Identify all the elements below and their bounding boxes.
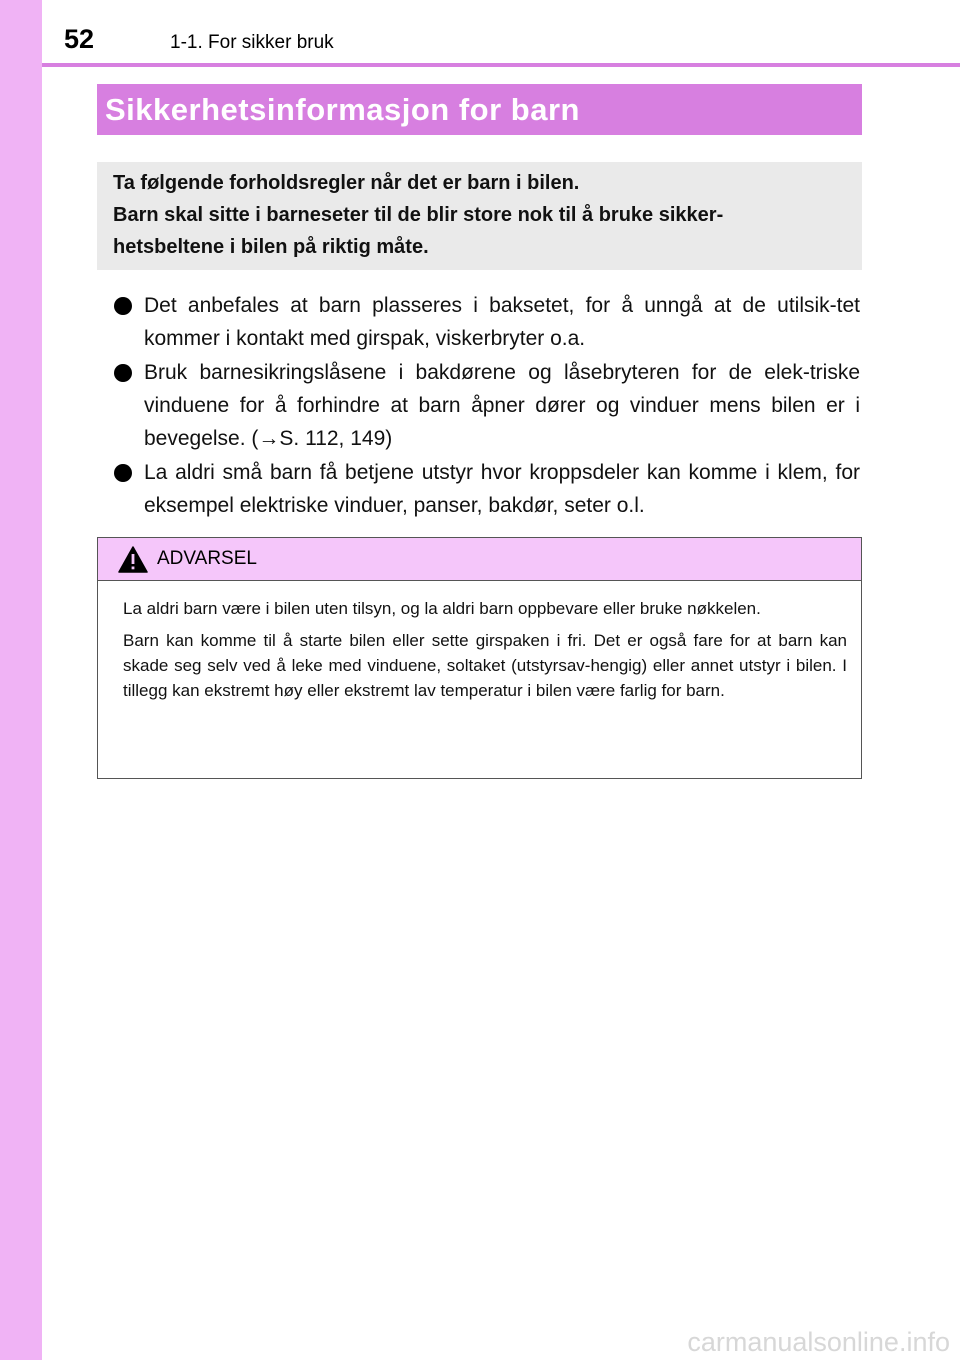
warning-label: ADVARSEL <box>157 548 257 569</box>
intro-line: Ta følgende forholdsregler når det er barn i bilen. <box>113 172 580 194</box>
warning-paragraph: Barn kan komme til å starte bilen eller sette girspaken i fri. Det er også fare for at barn kan skade seg selv ved å leke med vinduene, soltaket (utstyrsav-hengig) eller annet utstyr i bilen. I tillegg kan ekstremt høy eller ekstremt lav temperatur i bilen være farlig for barn. <box>123 631 847 700</box>
warning-body <box>98 581 861 703</box>
intro-line: Barn skal sitte i barneseter til de blir store nok til å bruke sikker- <box>113 204 724 226</box>
warning-triangle-icon <box>118 546 148 573</box>
side-tab-strip <box>0 0 42 1360</box>
bullet-item: Det anbefales at barn plasseres i baksetet, for å unngå at de utilsik-tet kommer i kontakt med girspak, viskerbryter o.a. <box>112 289 860 355</box>
warning-paragraph: La aldri barn være i bilen uten tilsyn, og la aldri barn oppbevare eller bruke nøkkelen. <box>123 599 761 618</box>
warning-header <box>98 538 861 581</box>
bullet-item: Bruk barnesikringslåsene i bakdørene og låsebryteren for de elek-triske vinduene for å forhindre at barn åpner dører og vinduer mens bilen er i bevegelse. (→S. 112, 149) <box>112 356 860 455</box>
site-watermark: carmanualsonline.info <box>687 1327 950 1357</box>
warning-box <box>97 537 862 779</box>
header-divider <box>42 63 960 67</box>
intro-line: hetsbeltene i bilen på riktig måte. <box>113 236 429 258</box>
bullet-list <box>112 289 860 523</box>
intro-box <box>97 162 862 270</box>
page-number: 52 <box>64 24 95 54</box>
chapter-breadcrumb: 1-1. For sikker bruk <box>170 32 334 53</box>
bullet-item: La aldri små barn få betjene utstyr hvor kroppsdeler kan komme i klem, for eksempel elektriske vinduer, panser, bakdør, seter o.l. <box>112 456 860 522</box>
section-title: Sikkerhetsinformasjon for barn <box>97 84 862 135</box>
